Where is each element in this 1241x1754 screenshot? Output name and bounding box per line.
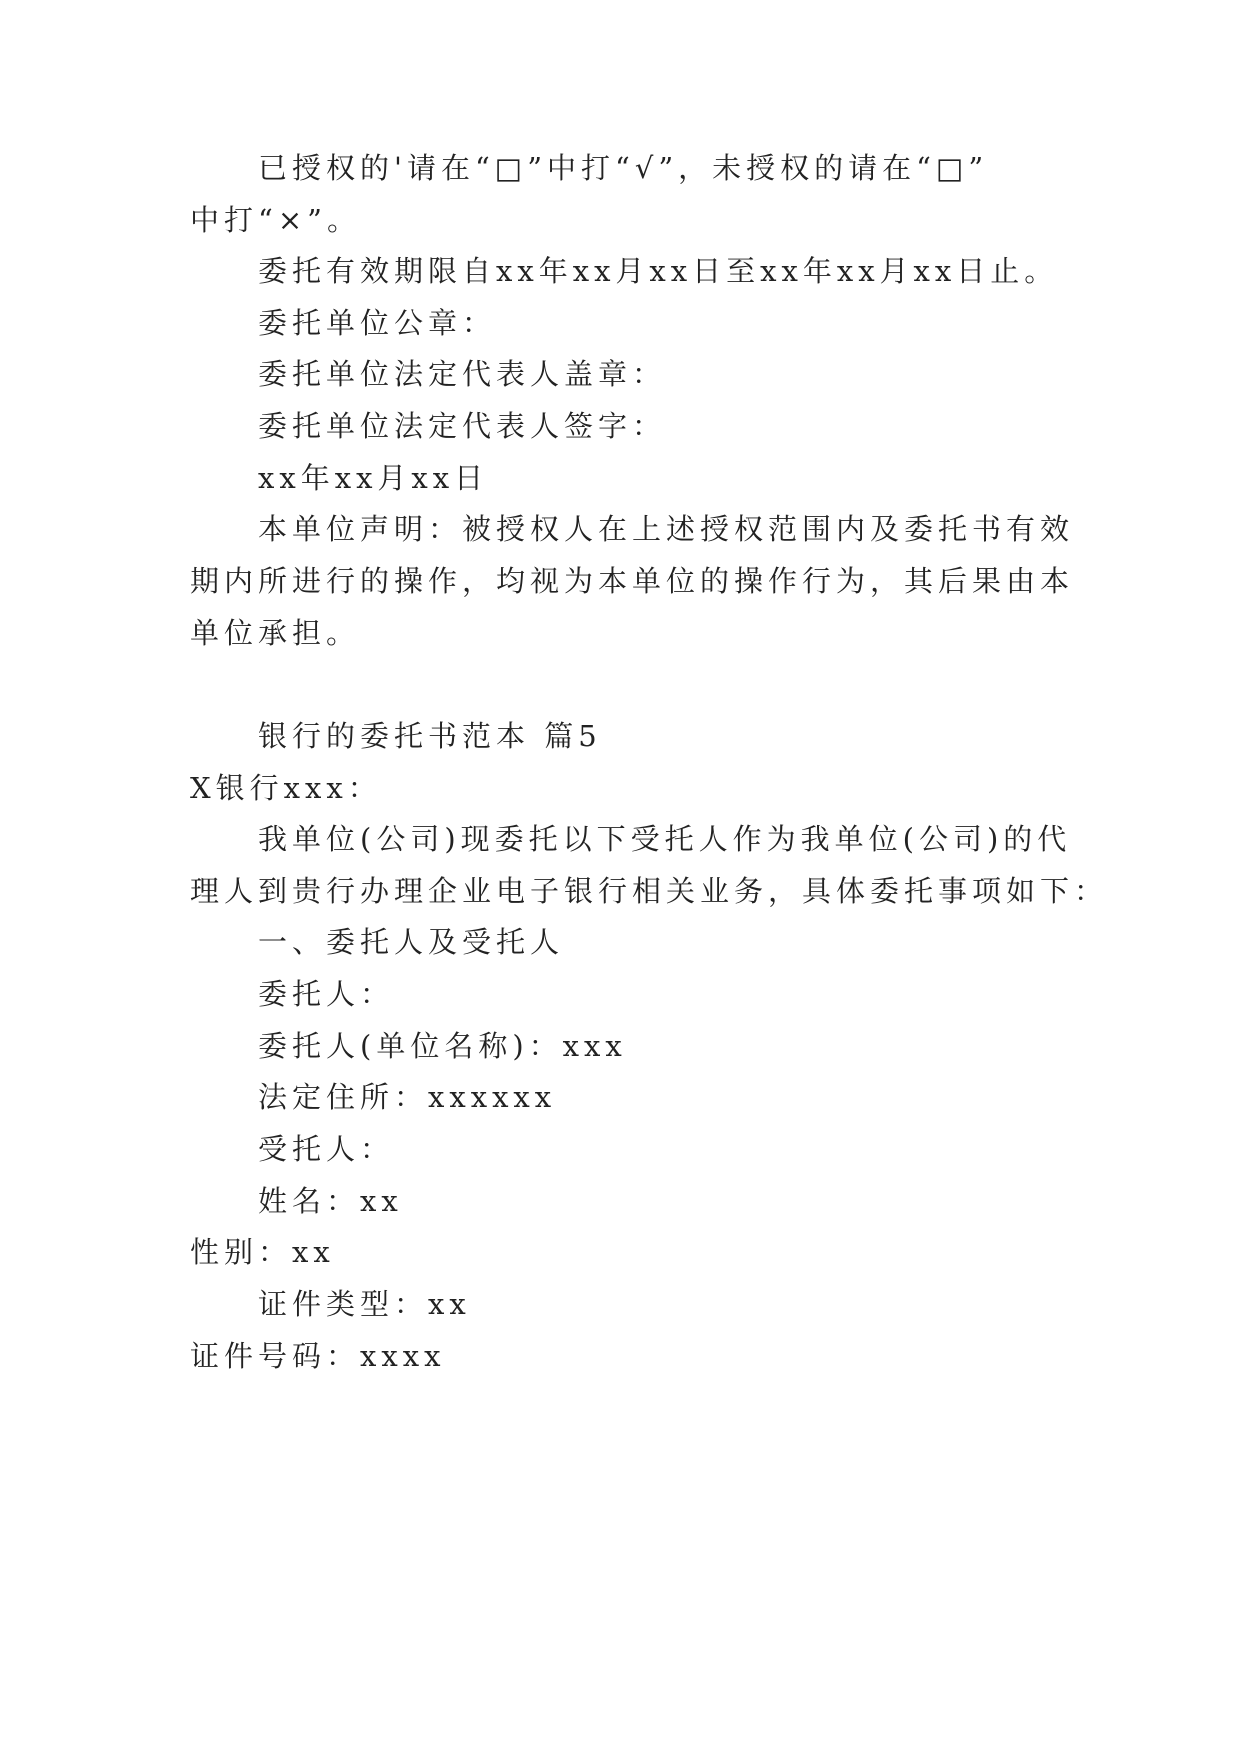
date-line: xx年xx月xx日 [258,461,489,495]
item-heading: 一、委托人及受托人 [258,925,565,959]
authorization-note-line1: 已授权的'请在“□”中打“√”，未授权的请在“□” [258,151,989,185]
legal-rep-seal-label: 委托单位法定代表人盖章： [258,357,667,391]
agent-gender: 性别：xx [190,1235,335,1269]
section-heading: 银行的委托书范本 篇5 [258,719,602,753]
principal-label: 委托人： [258,977,395,1011]
legal-address: 法定住所：xxxxxx [258,1080,557,1114]
intro-line1: 我单位(公司)现委托以下受托人作为我单位(公司)的代 [258,822,1072,856]
validity-period: 委托有效期限自xx年xx月xx日至xx年xx月xx日止。 [258,254,1059,288]
declaration-line1: 本单位声明：被授权人在上述授权范围内及委托书有效 [258,512,1075,546]
agent-name: 姓名：xx [258,1184,403,1218]
intro-line2: 理人到贵行办理企业电子银行相关业务，具体委托事项如下： [190,874,1109,908]
company-seal-label: 委托单位公章： [258,306,497,340]
declaration-line3: 单位承担。 [190,616,361,650]
id-number: 证件号码：xxxx [190,1339,446,1373]
principal-name: 委托人(单位名称)：xxx [258,1029,627,1063]
authorization-note-line2: 中打“×”。 [190,203,361,237]
id-type: 证件类型：xx [258,1287,471,1321]
declaration-line2: 期内所进行的操作，均视为本单位的操作行为，其后果由本 [190,564,1075,598]
legal-rep-signature-label: 委托单位法定代表人签字： [258,409,667,443]
addressee: X银行xxx： [190,771,382,805]
agent-label: 受托人： [258,1132,395,1166]
